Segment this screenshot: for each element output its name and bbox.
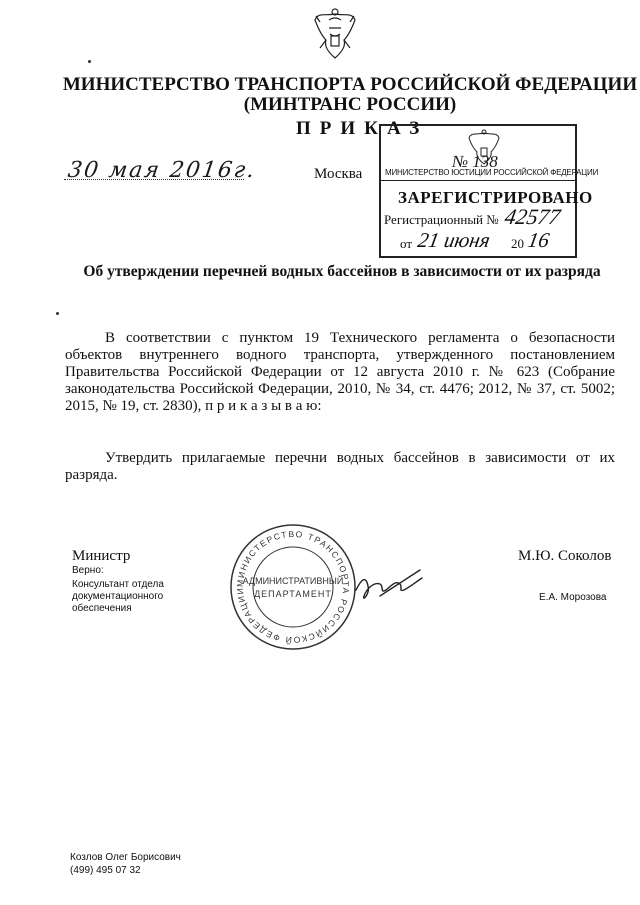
stamp-number-value: 42577 <box>502 204 563 229</box>
order-title: ПРИКАЗ <box>296 118 429 139</box>
ministry-line-2: (МИНТРАНС РОССИИ) <box>243 94 457 115</box>
body-paragraph-1: В соответствии с пунктом 19 Технического регламента о безопасности объектов внутреннего водного транспорта, утвержденного постановлением Правительства Российской Федерации от 12 августа 2010 г. № 623 (Собрание законодательства Российской Федерации, 2010, № 34, ст. 4476; 2012, № 37, ст. 5002; 2015, № 19, ст. 2830), п р и к а з ы в а ю: <box>65 330 615 414</box>
consultant-line-1: Консультант отдела документационного <box>72 579 164 602</box>
date-underline <box>64 179 244 180</box>
minister-title: Министр <box>72 548 131 564</box>
scan-mark <box>56 312 59 315</box>
coat-of-arms-icon <box>312 6 358 62</box>
contact-name: Козлов Олег Борисович <box>70 852 181 863</box>
stamp-date-prefix: от <box>400 236 413 251</box>
contact-block <box>70 851 181 877</box>
consultant-line-2: обеспечения <box>72 603 132 614</box>
minister-name: М.Ю. Соколов <box>518 548 612 564</box>
scan-mark <box>88 60 91 63</box>
ministry-line-1: МИНИСТЕРСТВО ТРАНСПОРТА РОССИЙСКОЙ ФЕДЕРАЦИИ <box>62 74 638 95</box>
stamp-year-prefix: 20 <box>511 236 524 251</box>
contact-phone: (499) 495 07 32 <box>70 865 141 876</box>
order-date: 30 мая 2016г. <box>66 158 258 183</box>
stamp-registered: ЗАРЕГИСТРИРОВАНО <box>398 188 593 207</box>
ministry-heading <box>60 75 640 115</box>
stamp-date-value: 21 июня <box>415 228 492 252</box>
stamp-year-value: 16 <box>525 228 552 252</box>
signature-icon <box>350 560 440 610</box>
stamp-ministry: МИНИСТЕРСТВО ЮСТИЦИИ РОССИЙСКОЙ ФЕДЕРАЦИИ <box>385 168 599 177</box>
seal-ring-text: МИНИСТЕРСТВО ТРАНСПОРТА РОССИЙСКОЙ ФЕДЕРАЦИИ <box>234 528 352 646</box>
certified-label: Верно: <box>72 565 104 576</box>
order-number: № 138 <box>452 152 498 171</box>
consultant-name: Е.А. Морозова <box>539 592 607 603</box>
document-subject: Об утверждении перечней водных бассейнов в зависимости от их разряда <box>83 263 601 280</box>
seal-center-line-1: АДМИНИСТРАТИВНЫЙ <box>242 576 344 586</box>
order-city: Москва <box>314 166 363 182</box>
stamp-number-label: Регистрационный № <box>384 212 499 227</box>
stamp-divider <box>380 180 577 181</box>
body-paragraph-2: Утвердить прилагаемые перечни водных бассейнов в зависимости от их разряда. <box>65 450 615 483</box>
consultant-title <box>72 579 252 615</box>
seal-center-line-2: ДЕПАРТАМЕНТ <box>254 589 332 599</box>
